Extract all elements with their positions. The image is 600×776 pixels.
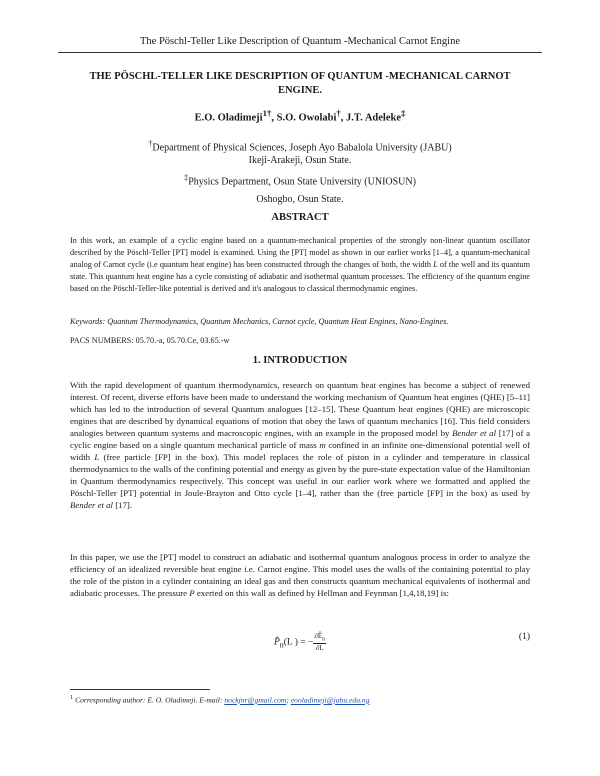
equation-argument: (L ): [283, 637, 298, 648]
affiliation-line: Physics Department, Osun State University (UNIOSUN): [188, 176, 416, 188]
fraction-numerator: [313, 632, 326, 644]
text-run: In this paper, we use the [PT] model to construct an adiabatic and isothermal quantum analogous process in order to analyze the efficiency of an idealized reversible heat engine i.e. Carnot engine. This model uses the walls of the containing potential to play the role of the piston in a cylinder containing an ideal gas and then constructs quantum mechanical equivalents of isothermal and adiabatic processes. The pressure: [70, 552, 530, 598]
author-separator: ,: [340, 112, 347, 124]
equation-lhs: P̂: [273, 637, 280, 648]
text-run: With the rapid development of quantum thermodynamics, research on quantum heat engines has become a subject of renewed interest. Of recent, diverse efforts have been made to understand the working mechanism of Quantum heat engines (QHE) [5–11] which has led to the introduction of several Quantum analogues [12–15]. These Quantum heat engines (QHE) are microscopic engines that are described by dynamical equations of motion that obey the laws of quantum mechanics [16]. This field considers analogies between quantum systems and macroscopic engines, with an example in the proposed model by: [70, 380, 530, 438]
email-link[interactable]: nockjnr@gmail.com: [224, 695, 287, 705]
footnote-text: Corresponding author: E. O. Oladimeji. E-mail:: [73, 695, 225, 705]
text-run: [17] of a cyclic engine based on a single quantum mechanical particle of mass: [70, 428, 530, 450]
footnote-separator: ;: [286, 695, 291, 705]
introduction-paragraph-2: [70, 551, 530, 599]
affiliation-2-city: [60, 193, 540, 206]
author-mark: 1†: [262, 108, 272, 118]
author-name: J.T. Adeleke: [346, 112, 401, 124]
author-name: E.O. Oladimeji: [194, 112, 263, 124]
text-run: exerted on this wall as defined by Hellman and Feynman [1,4,18,19] is:: [194, 588, 449, 598]
affiliation-mark: †: [148, 139, 153, 148]
abstract-text: [70, 235, 530, 295]
abstract-heading: ABSTRACT: [271, 212, 329, 223]
affiliation-1: [60, 137, 540, 167]
math-symbol: L: [94, 452, 100, 462]
author-name: S.O. Owolabi: [276, 112, 337, 124]
math-symbol: m: [319, 440, 326, 450]
author-mark: ‡: [400, 108, 406, 118]
citation-author: Bender et al: [70, 500, 113, 510]
header-rule: [58, 52, 542, 53]
equation-body: [70, 632, 530, 652]
affiliation-line: Department of Physical Sciences, Joseph Ayo Babalola University (JABU): [152, 142, 452, 154]
introduction-paragraph-1: [70, 379, 530, 511]
email-link[interactable]: eooladimeji@jabu.edu.ng: [290, 695, 370, 705]
equation-operator: = −: [297, 637, 314, 648]
abstract-part: of the well and its quantum state. This quantum heat engine has a cycle consisting of adiabatic and isothermal quantum processes. The efficiency of the quantum engine based on the Pöschl-Teller-like potential is derived and it's analogous to classical thermodynamic engines.: [70, 260, 530, 293]
text-run: confined in an infinite one-dimensional potential well of width: [70, 440, 530, 462]
affiliation-2: [60, 171, 540, 188]
fraction-denominator: ∂L: [315, 644, 324, 653]
text-run: [17].: [113, 500, 133, 510]
numerator-subscript: n: [322, 636, 326, 643]
affiliation-mark: ‡: [184, 173, 189, 182]
equation-1: [70, 628, 530, 652]
running-head: The Pöschl-Teller Like Description of Quantum -Mechanical Carnot Engine: [140, 36, 460, 47]
footnote: [70, 694, 540, 705]
math-symbol: P: [189, 588, 195, 598]
introduction-heading: 1. INTRODUCTION: [252, 355, 348, 366]
abstract-part: In this work, an example of a cyclic engine based on a quantum-mechanical properties of the strongly non-linear quantum oscillator described by the Pöschl-Teller [PT] model is examined. Using the [PT] model as shown in our earlier works [1–4], a quantum-mechanical analog of Carnot cycle (i.e quantum heat engine) has been constructed through the changes of both, the width: [70, 236, 530, 269]
numerator-text: ∂Ê: [314, 632, 323, 640]
equation-subscript: n: [279, 640, 284, 650]
affiliation-line: Ikeji-Arakeji, Osun State.: [248, 155, 352, 167]
citation-author: Bender et al: [452, 428, 497, 438]
equation-number: (1): [518, 632, 530, 642]
paper-title: THE PÖSCHL-TELLER LIKE DESCRIPTION OF QUANTUM -MECHANICAL CARNOT ENGINE.: [89, 71, 511, 96]
footnote-rule: [70, 689, 210, 690]
text-run: (free particle [FP] in the box). This model replaces the role of piston in a cylinder and temperature in classical thermodynamics to the walls of the confining potential and energy as given by the pure-state expectation value of the Hamiltonian in Quantum thermodynamics respectively. This concept was useful in our earlier work where we formatted and applied the Pöschl-Teller [PT] potential in Joule-Brayton and Otto cycle [1–4], rather than the (free particle [FP] in the box) as used by: [70, 452, 530, 498]
keywords: Keywords: Quantum Thermodynamics, Quantum Mechanics, Carnot cycle, Quantum Heat Engines, Nano-Engines.: [70, 317, 449, 326]
math-symbol: L: [433, 260, 438, 269]
equation-fraction: [313, 632, 326, 652]
affiliation-line: Oshogbo, Osun State.: [256, 194, 344, 205]
footnote-mark: 1: [70, 694, 74, 701]
author-list: [60, 108, 540, 124]
pacs-numbers: PACS NUMBERS: 05.70.-a, 05.70.Ce, 03.65.-w: [70, 336, 230, 345]
author-separator: ,: [271, 112, 277, 124]
author-mark: †: [336, 108, 341, 118]
